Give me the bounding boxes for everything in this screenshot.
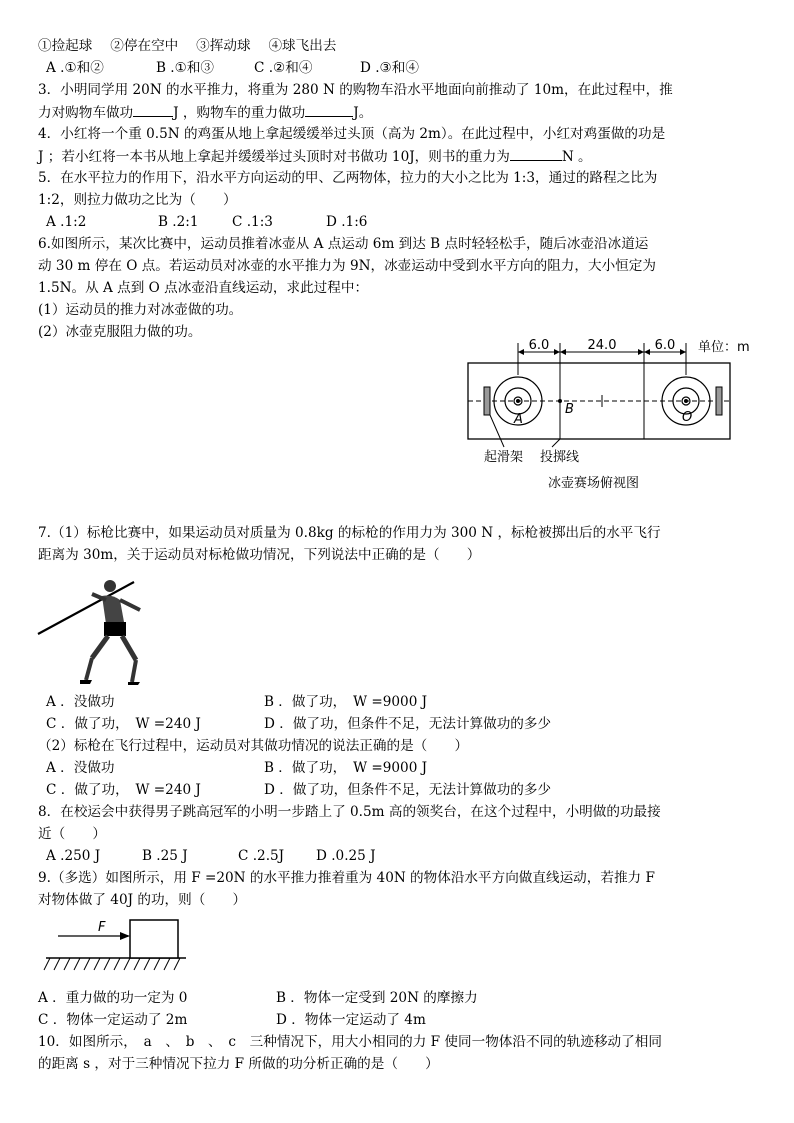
q7-2-option-b: B ．做了功， W =9000 J xyxy=(264,760,428,776)
q4-line-2 xyxy=(38,147,592,166)
q8-option-b: B .25 J xyxy=(142,848,188,864)
q7-part-2: （2）标枪在飞行过程中，运动员对其做功情况的说法正确的是（ ） xyxy=(38,738,469,754)
javelin-thrower-figure xyxy=(36,566,166,686)
point-a-label: A xyxy=(514,412,523,427)
q8-option-c: C .2.5J xyxy=(238,848,285,864)
q4-text-b: N 。 xyxy=(561,149,592,165)
q2-items: ①捡起球 ②停在空中 ③挥动球 ④球飞出去 xyxy=(38,38,337,54)
caption-hack: 起滑架 xyxy=(484,450,524,465)
q7-2-option-a: A ．没做功 xyxy=(46,760,115,776)
dim-label-2: 24.0 xyxy=(587,338,617,353)
q10-line-2: 的距离 s ，对于三种情况下拉力 F 所做的功分析正确的是（ ） xyxy=(38,1056,439,1072)
q5-line-2: 1:2，则拉力做功之比为（ ） xyxy=(38,192,237,208)
point-b-label: B xyxy=(565,402,574,417)
q7-1-option-b: B ．做了功， W =9000 J xyxy=(264,694,428,710)
q2-option-c: C .②和④ xyxy=(254,60,313,76)
q7-1-option-c: C ．做了功， W =240 J xyxy=(46,716,201,732)
q5-option-a: A .1:2 xyxy=(46,214,87,230)
q6-sub-1: (1）运动员的推力对冰壶做的功。 xyxy=(38,302,243,318)
q2-option-b: B .①和③ xyxy=(156,60,215,76)
q9-option-c: C ．物体一定运动了 2m xyxy=(38,1012,188,1028)
q8-option-a: A .250 J xyxy=(46,848,101,864)
q2-option-d: D .③和④ xyxy=(360,60,419,76)
push-block-figure xyxy=(40,912,190,980)
q8-line-1: 8．在校运会中获得男子跳高冠军的小明一步踏上了 0.5m 高的领奖台，在这个过程中，小明做的功最接 xyxy=(38,804,661,820)
q3-line-2 xyxy=(38,103,372,122)
q7-2-option-d: D ．做了功，但条件不足，无法计算做功的多少 xyxy=(264,782,552,798)
q6-line-1: 6.如图所示，某次比赛中，运动员推着冰壶从 A 点运动 6m 到达 B 点时轻轻松手，随后冰壶沿冰道运 xyxy=(38,236,649,252)
q9-line-1: 9.（多选）如图所示，用 F =20N 的水平推力推着重为 40N 的物体沿水平方向做直线运动，若推力 F xyxy=(38,870,655,886)
q3-text-a: 力对购物车做功 xyxy=(38,105,134,121)
dim-label-1: 6.0 xyxy=(528,338,550,353)
q9-option-b: B ．物体一定受到 20N 的摩擦力 xyxy=(276,990,478,1006)
q2-option-a: A .①和② xyxy=(46,60,104,76)
q7-1-option-a: A ．没做功 xyxy=(46,694,115,710)
q5-option-d: D .1:6 xyxy=(326,214,368,230)
q5-line-1: 5．在水平拉力的作用下，沿水平方向运动的甲、乙两物体，拉力的大小之比为 1:3，通过的路程之比为 xyxy=(38,170,658,186)
unit-label: 单位：m xyxy=(698,340,750,355)
q9-option-a: A ．重力做的功一定为 0 xyxy=(38,990,188,1006)
q6-line-3: 1.5N。从 A 点到 O 点冰壶沿直线运动，求此过程中： xyxy=(38,280,369,296)
q4-blank[interactable] xyxy=(510,147,562,161)
q7-2-option-c: C ．做了功， W =240 J xyxy=(46,782,201,798)
q3-blank-1[interactable] xyxy=(133,103,173,117)
dim-label-3: 6.0 xyxy=(654,338,676,353)
q10-line-1: 10．如图所示， a 、 b 、 c 三种情况下，用大小相同的力 F 使同一物体沿不同的轨迹移动了相同 xyxy=(38,1034,662,1050)
q7-line-2: 距离为 30m，关于运动员对标枪做功情况，下列说法中正确的是（ ） xyxy=(38,547,481,563)
q8-line-2: 近（ ） xyxy=(38,826,106,842)
q3-text-c: J。 xyxy=(353,105,373,121)
q9-option-d: D ．物体一定运动了 4m xyxy=(276,1012,426,1028)
q9-line-2: 对物体做了 40J 的功，则（ ） xyxy=(38,892,247,908)
q3-blank-2[interactable] xyxy=(305,103,353,117)
q4-text-a: J ；若小红将一本书从地上拿起并缓缓举过头顶时对书做功 10J，则书的重力为 xyxy=(38,149,510,165)
point-o-label: O xyxy=(682,410,693,425)
q4-line-1: 4．小红将一个重 0.5N 的鸡蛋从地上拿起缓缓举过头顶（高为 2m）。在此过程中，小红对鸡蛋做的功是 xyxy=(38,126,666,142)
curling-rink-figure xyxy=(460,335,770,500)
q6-line-2: 动 30 m 停在 O 点。若运动员对冰壶的水平推力为 9N，冰壶运动中受到水平方向的阻力，大小恒定为 xyxy=(38,258,656,274)
q5-option-b: B .2:1 xyxy=(158,214,199,230)
q3-line-1: 3．小明同学用 20N 的水平推力，将重为 280 N 的购物车沿水平地面向前推动了 10m，在此过程中，推 xyxy=(38,82,673,98)
q7-1-option-d: D ．做了功，但条件不足，无法计算做功的多少 xyxy=(264,716,552,732)
q8-option-d: D .0.25 J xyxy=(316,848,376,864)
caption-figure-title: 冰壶赛场俯视图 xyxy=(548,476,640,491)
q5-option-c: C .1:3 xyxy=(232,214,273,230)
q6-sub-2: (2）冰壶克服阻力做的功。 xyxy=(38,324,202,340)
q3-text-b: J ，购物车的重力做功 xyxy=(173,105,306,121)
q7-line-1: 7.（1）标枪比赛中，如果运动员对质量为 0.8kg 的标枪的作用力为 300 N ，标枪被掷出后的水平飞行 xyxy=(38,525,661,541)
caption-hog-line: 投掷线 xyxy=(540,450,580,465)
force-label: F xyxy=(98,920,106,935)
